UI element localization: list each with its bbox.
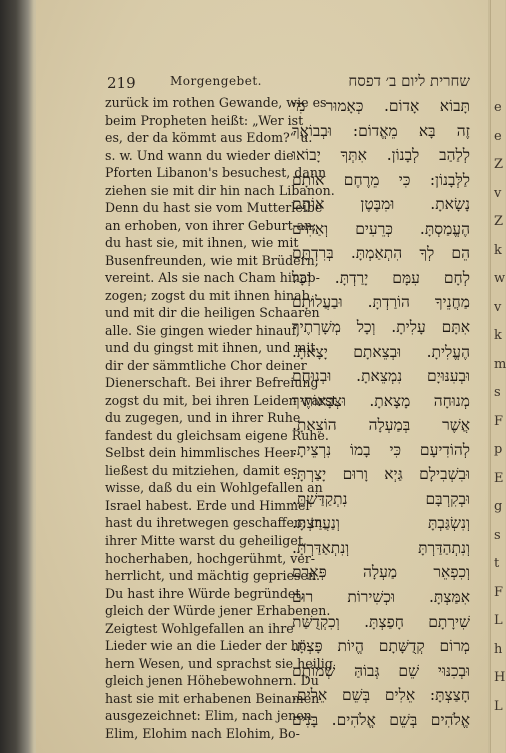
next-page-edge — [490, 0, 505, 753]
adjacent-page-glyph: g — [494, 499, 503, 514]
hebrew-text-line: לְלַהַב לְבָנוֹן. אִתְּךָ יָבוֹאוּ — [292, 146, 470, 165]
adjacent-page-glyph: L — [494, 613, 503, 628]
hebrew-text-line: אִמַּצְתָּ. וּכְשִׁירוֹת רוּם — [292, 588, 470, 606]
hebrew-text-line: וּבְקִרְבָּם נִתְקַדַּשְׁתָּ. — [292, 489, 470, 508]
german-text-line: zogen; zogst du mit ihnen hinab, — [105, 287, 314, 303]
german-text-line: zurück im rothen Gewande, wie es — [105, 95, 327, 110]
german-text-line: s. w. Und wann du wieder die — [105, 147, 294, 163]
hebrew-text-line: וְנִתְהַדַּרְתָּ וְנִתְאַדַּרְתָּ. — [292, 538, 470, 557]
hebrew-text-line: וְכִפְאֵר מַעְלָה פְּאֵרָם — [292, 563, 470, 582]
hebrew-text-line: וְנִשְׂגַּבְתָּ וְנַעֲרַצְתָּ. — [292, 514, 470, 533]
german-text-line: und mit dir die heiligen Schaaren — [105, 305, 320, 321]
adjacent-page-glyph: p — [494, 442, 503, 457]
german-text-line: hast sie mit erhabenen Beinamen — [105, 690, 320, 706]
adjacent-page-glyph: e — [494, 128, 502, 144]
german-text-line: beim Propheten heißt: „Wer ist — [105, 112, 304, 128]
german-text-line: hocherhaben, hochgerühmt, ver- — [105, 550, 316, 566]
hebrew-running-head: שחרית ליום ב׳ דפסח — [348, 72, 470, 90]
german-text-line: Dienerschaft. Bei ihrer Befreiung — [105, 375, 319, 391]
german-text-line: fandest du gleichsam eigene Ruhe. — [105, 427, 329, 443]
hebrew-text-line: שִׁירָתָם חָפַצְתָּ. וְכִקְדֻשַּׁת — [292, 612, 470, 631]
german-text-line: dir der sämmtliche Chor deiner — [105, 357, 307, 373]
adjacent-page-glyph: k — [494, 328, 502, 343]
german-text-line: Pforten Libanon's besuchest, dann — [105, 165, 327, 181]
hebrew-text-line: תָּבוֹא אָדוֹם. כְּאָמוּר מִי — [292, 97, 470, 115]
german-text-line: Zeigtest Wohlgefallen an ihre — [105, 620, 294, 636]
adjacent-page-glyph: s — [494, 385, 501, 400]
adjacent-page-glyph: Z — [494, 214, 504, 229]
hebrew-text-line: אֱלֹהִים בְּשֵׁם אֱלֹהִים. בָּנִים — [292, 710, 470, 729]
german-text-line: an erhoben, von ihrer Geburt an; — [105, 217, 317, 233]
german-text-line: und du gingst mit ihnen, und mit — [105, 340, 316, 356]
adjacent-page-glyph: L — [494, 698, 503, 714]
adjacent-page-glyph: k — [494, 242, 502, 258]
german-text-line: ziehen sie mit dir hin nach Libanon. — [105, 182, 335, 198]
hebrew-text-line: מַחֲנֵיךָ הוֹרַדְתָּ. וּבַעֲלוֹתָם — [292, 293, 470, 312]
page-number: 219 — [107, 74, 136, 92]
adjacent-page-glyph: v — [494, 299, 502, 315]
german-text-line: hast du ihretwegen geschaffen; in — [105, 515, 323, 531]
adjacent-page-glyph: E — [494, 470, 504, 486]
adjacent-page-glyph: F — [494, 584, 504, 600]
adjacent-page-glyph: m — [494, 356, 506, 372]
adjacent-page-glyph: v — [494, 185, 502, 201]
german-text-line: Israel habest. Erde und Himmel — [105, 497, 310, 513]
german-text-line: Selbst dein himmlisches Heer — [105, 445, 296, 461]
german-text-line: Lieder wie an die Lieder der hö- — [105, 638, 311, 654]
hebrew-text-line: הֵם לְךָ הִתְאַמְתָּ. בְּרִדְתָּם — [292, 244, 470, 263]
adjacent-page-glyph: Z — [494, 157, 504, 172]
hebrew-text-line: וּבִשְׁבִילָם גַּיְא וָרוּם יָצַרְתָּ. — [292, 465, 470, 484]
hebrew-text-line: מְרוֹם קְדֻשָּׁתָם הֱיוֹת פָּצְתָּ. — [292, 637, 470, 656]
hebrew-text-line: לְחָם עִמָּם יָרַדְתָּ. וְכָל — [292, 268, 470, 287]
adjacent-page-glyph: F — [494, 413, 504, 429]
hebrew-text-line: אִתָּם עָלִיתָ. וְכָל מְשָׁרְתֶיךָ — [292, 317, 470, 336]
hebrew-text-line: לְהוֹדִיעָם כִּי בָמוֹ נִרְצֵיתָ. — [292, 440, 470, 459]
german-text-line: zogst du mit, bei ihren Leiden warst — [105, 392, 337, 408]
german-text-line: du hast sie, mit ihnen, wie mit — [105, 235, 299, 251]
german-text-line: gleich jenen Höhebewohnern. Du — [105, 673, 319, 689]
hebrew-text-line: הֶעֱלִיתָ. וּבְצֵאתָם יָצָאתָ. — [292, 342, 470, 361]
adjacent-page-glyph: e — [494, 100, 502, 115]
german-text-line: herrlicht, und mächtig gepriesen. — [105, 568, 321, 584]
german-text-line: ließest du mitziehen, damit es — [105, 462, 298, 478]
german-text-line: Denn du hast sie vom Mutterleibe — [105, 200, 323, 216]
german-text-line: wisse, daß du ein Wohlgefallen an — [105, 480, 323, 496]
german-text-line: alle. Sie gingen wieder hinauf, — [105, 322, 300, 338]
adjacent-page-glyph: h — [494, 641, 503, 657]
german-text-line: hern Wesen, und sprachst sie heilig — [105, 655, 333, 671]
hebrew-text-line: מְנוּחָה מָצָאתָ. וּצְבָאוֹתֶיךָ — [292, 391, 470, 410]
german-text-line: vereint. Als sie nach Cham hinab- — [105, 270, 320, 286]
hebrew-text-line: וּבְעִנּוּיָם נִמְצֵאתָ. וּבְנוּחָם — [292, 367, 470, 386]
hebrew-text-line: הֶעֱמַסְתָּ. כְּרֵעִים וְאַחִים — [292, 219, 470, 238]
hebrew-text-line: חָצַצְתָּ: אֵלִים בְּשֵׁם אֵלִים. — [292, 686, 470, 705]
running-head: Morgengebet. — [170, 74, 262, 88]
german-text-line: Busenfreunden, wie mit Brüdern, — [105, 252, 319, 268]
hebrew-text-line: אֲשֶׁר בְּמַעְלָה הוֹצֵאתָ. — [292, 416, 470, 435]
german-text-line: gleich der Würde jener Erhabenen. — [105, 603, 331, 619]
hebrew-text-line: זֶה בָּא מֵאֱדוֹם: וּבְבוֹאֲךָ — [292, 121, 470, 140]
german-text-line: du zugegen, und in ihrer Ruhe — [105, 410, 301, 426]
adjacent-page-glyph: t — [494, 556, 500, 571]
german-text-line: Elim, Elohim nach Elohim, Bo- — [105, 725, 300, 741]
german-text-line: ausgezeichnet: Elim, nach jenen — [105, 708, 312, 724]
german-text-line: ihrer Mitte warst du geheiliget, — [105, 533, 307, 548]
adjacent-page-glyph: s — [494, 527, 501, 543]
hebrew-text-line: נָשָׂאתָ. וּמִבֶּטֶן אוֹתָם — [292, 195, 470, 214]
adjacent-page-glyph: w — [494, 271, 506, 286]
german-text-line: Du hast ihre Würde begründet, — [105, 585, 305, 601]
hebrew-text-line: וּבְכִנּוּי שֵׁם גְּבוֹהַּ שְׁמוֹתָם — [292, 661, 470, 680]
hebrew-text-line: לַלְּבָנוֹן: כִּי מֵרֶחֶם אוֹתָם — [292, 170, 470, 189]
german-text-line: es, der da kömmt aus Edom?“ u. — [105, 130, 313, 146]
adjacent-page-glyph: H — [494, 670, 506, 685]
